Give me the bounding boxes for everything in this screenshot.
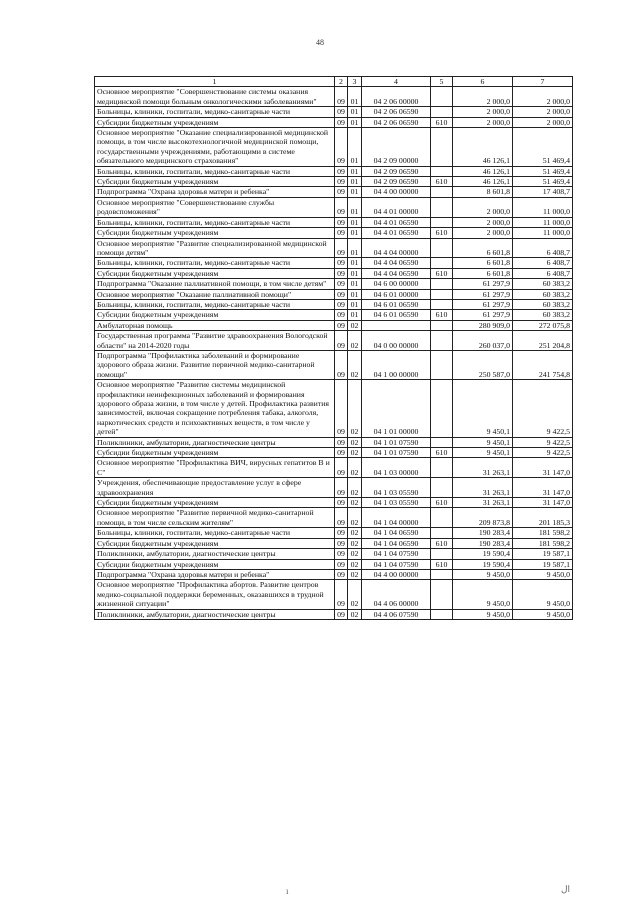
row-section: 09 — [335, 498, 348, 508]
row-expense-type — [431, 350, 453, 379]
row-target-article: 04 1 04 06590 — [362, 538, 431, 548]
row-target-article: 04 1 01 07590 — [362, 437, 431, 447]
row-amount-2: 9 422,5 — [513, 380, 573, 437]
row-section: 09 — [335, 187, 348, 197]
row-subsection: 02 — [348, 498, 362, 508]
row-target-article: 04 1 04 00000 — [362, 508, 431, 528]
row-amount-1: 260 037,0 — [453, 331, 513, 351]
row-target-article: 04 1 01 07590 — [362, 448, 431, 458]
row-expense-type — [431, 549, 453, 559]
row-amount-1: 46 126,1 — [453, 177, 513, 187]
row-expense-type — [431, 166, 453, 176]
table-row — [95, 166, 573, 176]
row-subsection: 01 — [348, 268, 362, 278]
row-section: 09 — [335, 528, 348, 538]
row-section: 09 — [335, 228, 348, 238]
table-row — [95, 279, 573, 289]
row-target-article: 04 2 06 00000 — [362, 87, 431, 107]
table-row — [95, 87, 573, 107]
row-amount-1: 209 873,8 — [453, 508, 513, 528]
row-target-article: 04 2 09 06590 — [362, 166, 431, 176]
row-name: Основное мероприятие "Совершенствование системы оказания медицинской помощи больным онкологическими заболеваниями" — [95, 87, 335, 107]
table-row — [95, 177, 573, 187]
row-name: Поликлиники, амбулатории, диагностические центры — [95, 609, 335, 619]
table-row — [95, 310, 573, 320]
row-amount-2: 201 185,3 — [513, 508, 573, 528]
row-target-article — [362, 320, 431, 330]
row-amount-1: 46 126,1 — [453, 128, 513, 167]
row-name: Поликлиники, амбулатории, диагностические центры — [95, 549, 335, 559]
row-target-article: 04 1 03 05590 — [362, 498, 431, 508]
row-amount-2: 31 147,0 — [513, 458, 573, 478]
row-subsection: 01 — [348, 310, 362, 320]
row-subsection: 01 — [348, 238, 362, 258]
row-amount-1: 9 450,1 — [453, 380, 513, 437]
row-section: 09 — [335, 350, 348, 379]
row-expense-type — [431, 289, 453, 299]
row-section: 09 — [335, 310, 348, 320]
row-section: 09 — [335, 299, 348, 309]
row-amount-1: 2 000,0 — [453, 228, 513, 238]
column-header: 1 — [95, 77, 335, 87]
row-amount-2: 181 598,2 — [513, 528, 573, 538]
table-row — [95, 217, 573, 227]
row-name: Больницы, клиники, госпитали, медико-санитарные части — [95, 217, 335, 227]
row-amount-1: 2 000,0 — [453, 87, 513, 107]
row-subsection: 02 — [348, 580, 362, 609]
row-subsection: 01 — [348, 299, 362, 309]
row-expense-type: 610 — [431, 310, 453, 320]
table-row — [95, 498, 573, 508]
row-expense-type — [431, 380, 453, 437]
row-subsection: 02 — [348, 508, 362, 528]
table-row — [95, 549, 573, 559]
column-header: 5 — [431, 77, 453, 87]
row-amount-2: 2 000,0 — [513, 87, 573, 107]
row-target-article: 04 1 04 07590 — [362, 549, 431, 559]
row-amount-2: 17 408,7 — [513, 187, 573, 197]
column-header: 6 — [453, 77, 513, 87]
row-subsection: 01 — [348, 289, 362, 299]
row-name: Подпрограмма "Охрана здоровья матери и ребенка" — [95, 187, 335, 197]
row-section: 09 — [335, 128, 348, 167]
row-name: Основное мероприятие "Развитие системы медицинской профилактики неинфекционных заболеваний и формирования здорового образа жизни, в том числе у детей. Профилактика развития зависимостей, включая сокращение потребления табака, алкоголя, наркотических средств и психоактивных веществ, в том числе у детей" — [95, 380, 335, 437]
row-subsection: 02 — [348, 528, 362, 538]
scan-mark: ı — [286, 886, 289, 896]
row-expense-type: 610 — [431, 268, 453, 278]
row-amount-2: 51 469,4 — [513, 166, 573, 176]
row-target-article: 04 4 01 06590 — [362, 217, 431, 227]
row-subsection: 01 — [348, 279, 362, 289]
row-expense-type — [431, 569, 453, 579]
table-row — [95, 299, 573, 309]
row-expense-type — [431, 238, 453, 258]
row-section: 09 — [335, 508, 348, 528]
row-amount-2: 241 754,8 — [513, 350, 573, 379]
row-section: 09 — [335, 268, 348, 278]
row-section: 09 — [335, 458, 348, 478]
row-name: Основное мероприятие "Развитие первичной медико-санитарной помощи, в том числе сельским жителям" — [95, 508, 335, 528]
scan-mark: ال — [561, 884, 571, 894]
row-name: Основное мероприятие "Оказание специализированной медицинской помощи, в том числе высокотехнологичной медицинской помощи, государственными учреждениями, работающими в системе обязательного медицинского страхования" — [95, 128, 335, 167]
row-name: Подпрограмма "Профилактика заболеваний и формирование здорового образа жизни. Развитие первичной медико-санитарной помощи" — [95, 350, 335, 379]
row-expense-type — [431, 107, 453, 117]
row-expense-type — [431, 508, 453, 528]
row-target-article: 04 4 06 07590 — [362, 609, 431, 619]
table-row — [95, 331, 573, 351]
row-name: Субсидии бюджетным учреждениям — [95, 310, 335, 320]
row-target-article: 04 6 01 06590 — [362, 310, 431, 320]
row-name: Больницы, клиники, госпитали, медико-санитарные части — [95, 166, 335, 176]
row-target-article: 04 4 00 00000 — [362, 187, 431, 197]
row-name: Субсидии бюджетным учреждениям — [95, 177, 335, 187]
row-amount-1: 280 909,0 — [453, 320, 513, 330]
row-name: Субсидии бюджетным учреждениям — [95, 228, 335, 238]
row-amount-2: 9 450,0 — [513, 609, 573, 619]
row-expense-type: 610 — [431, 228, 453, 238]
row-section: 09 — [335, 437, 348, 447]
row-amount-1: 8 601,8 — [453, 187, 513, 197]
row-target-article: 04 6 00 00000 — [362, 279, 431, 289]
row-target-article: 04 1 03 00000 — [362, 458, 431, 478]
row-section: 09 — [335, 448, 348, 458]
row-section: 09 — [335, 331, 348, 351]
row-expense-type — [431, 87, 453, 107]
row-name: Амбулаторная помощь — [95, 320, 335, 330]
row-name: Больницы, клиники, госпитали, медико-санитарные части — [95, 258, 335, 268]
row-subsection: 02 — [348, 320, 362, 330]
row-section: 09 — [335, 580, 348, 609]
row-target-article: 04 1 01 00000 — [362, 380, 431, 437]
row-subsection: 01 — [348, 128, 362, 167]
row-amount-2: 6 408,7 — [513, 268, 573, 278]
table-row — [95, 538, 573, 548]
row-section: 09 — [335, 559, 348, 569]
table-row — [95, 380, 573, 437]
row-amount-2: 51 469,4 — [513, 177, 573, 187]
table-row — [95, 258, 573, 268]
row-name: Государственная программа "Развитие здравоохранения Вологодской области" на 2014-2020 годы — [95, 331, 335, 351]
table-row — [95, 268, 573, 278]
row-subsection: 02 — [348, 478, 362, 498]
row-amount-2: 9 450,0 — [513, 580, 573, 609]
row-section: 09 — [335, 478, 348, 498]
row-amount-2: 6 408,7 — [513, 238, 573, 258]
row-subsection: 01 — [348, 228, 362, 238]
table-row — [95, 609, 573, 619]
row-section: 09 — [335, 609, 348, 619]
row-section: 09 — [335, 177, 348, 187]
row-expense-type — [431, 528, 453, 538]
row-amount-1: 2 000,0 — [453, 107, 513, 117]
table-row — [95, 350, 573, 379]
row-amount-1: 61 297,9 — [453, 289, 513, 299]
row-amount-1: 31 263,1 — [453, 478, 513, 498]
row-section: 09 — [335, 117, 348, 127]
row-section: 09 — [335, 217, 348, 227]
row-amount-2: 19 587,1 — [513, 549, 573, 559]
row-name: Субсидии бюджетным учреждениям — [95, 448, 335, 458]
row-name: Субсидии бюджетным учреждениям — [95, 559, 335, 569]
row-expense-type — [431, 458, 453, 478]
row-subsection: 01 — [348, 166, 362, 176]
row-target-article: 04 1 00 00000 — [362, 350, 431, 379]
table-row — [95, 107, 573, 117]
table-row — [95, 289, 573, 299]
table-row — [95, 478, 573, 498]
row-expense-type — [431, 331, 453, 351]
row-amount-1: 190 283,4 — [453, 538, 513, 548]
table-row — [95, 128, 573, 167]
row-subsection: 02 — [348, 331, 362, 351]
row-amount-1: 31 263,1 — [453, 498, 513, 508]
row-target-article: 04 1 03 05590 — [362, 478, 431, 498]
row-subsection: 01 — [348, 197, 362, 217]
row-expense-type — [431, 299, 453, 309]
row-section: 09 — [335, 258, 348, 268]
row-amount-1: 6 601,8 — [453, 238, 513, 258]
column-header: 2 — [335, 77, 348, 87]
row-amount-2: 9 422,5 — [513, 448, 573, 458]
row-expense-type — [431, 187, 453, 197]
row-target-article: 04 4 01 00000 — [362, 197, 431, 217]
row-section: 09 — [335, 289, 348, 299]
table-row — [95, 228, 573, 238]
row-name: Основное мероприятие "Совершенствование службы родовспоможения" — [95, 197, 335, 217]
row-target-article: 04 2 06 06590 — [362, 107, 431, 117]
row-expense-type — [431, 128, 453, 167]
row-name: Больницы, клиники, госпитали, медико-санитарные части — [95, 107, 335, 117]
row-subsection: 02 — [348, 350, 362, 379]
row-amount-1: 9 450,1 — [453, 448, 513, 458]
row-expense-type: 610 — [431, 498, 453, 508]
row-amount-1: 19 590,4 — [453, 549, 513, 559]
row-subsection: 01 — [348, 187, 362, 197]
row-subsection: 02 — [348, 458, 362, 478]
row-amount-1: 2 000,0 — [453, 117, 513, 127]
row-name: Учреждения, обеспечивающие предоставление услуг в сфере здравоохранения — [95, 478, 335, 498]
table-row — [95, 117, 573, 127]
row-target-article: 04 4 01 06590 — [362, 228, 431, 238]
row-amount-1: 6 601,8 — [453, 268, 513, 278]
row-subsection: 02 — [348, 559, 362, 569]
row-amount-2: 181 598,2 — [513, 538, 573, 548]
row-target-article: 04 2 09 06590 — [362, 177, 431, 187]
row-amount-2: 251 204,8 — [513, 331, 573, 351]
row-amount-1: 46 126,1 — [453, 166, 513, 176]
row-subsection: 02 — [348, 569, 362, 579]
row-subsection: 01 — [348, 258, 362, 268]
row-amount-2: 2 000,0 — [513, 107, 573, 117]
row-amount-1: 9 450,0 — [453, 569, 513, 579]
row-amount-1: 61 297,9 — [453, 279, 513, 289]
row-target-article: 04 2 09 00000 — [362, 128, 431, 167]
row-name: Основное мероприятие "Оказание паллиативной помощи" — [95, 289, 335, 299]
row-amount-1: 61 297,9 — [453, 299, 513, 309]
row-subsection: 01 — [348, 217, 362, 227]
row-amount-1: 2 000,0 — [453, 217, 513, 227]
row-expense-type — [431, 478, 453, 498]
row-expense-type: 610 — [431, 117, 453, 127]
row-section: 09 — [335, 279, 348, 289]
row-name: Поликлиники, амбулатории, диагностические центры — [95, 437, 335, 447]
row-subsection: 02 — [348, 448, 362, 458]
row-section: 09 — [335, 107, 348, 117]
row-expense-type — [431, 580, 453, 609]
table-row — [95, 238, 573, 258]
row-amount-1: 9 450,0 — [453, 609, 513, 619]
table-row — [95, 458, 573, 478]
row-expense-type — [431, 217, 453, 227]
row-expense-type — [431, 609, 453, 619]
row-amount-2: 19 587,1 — [513, 559, 573, 569]
row-subsection: 01 — [348, 107, 362, 117]
row-amount-2: 2 000,0 — [513, 117, 573, 127]
row-amount-1: 9 450,1 — [453, 437, 513, 447]
row-name: Субсидии бюджетным учреждениям — [95, 498, 335, 508]
table-row — [95, 187, 573, 197]
column-header: 7 — [513, 77, 573, 87]
row-expense-type — [431, 320, 453, 330]
table-body — [95, 87, 573, 620]
row-target-article: 04 6 01 00000 — [362, 289, 431, 299]
row-name: Субсидии бюджетным учреждениям — [95, 538, 335, 548]
row-name: Субсидии бюджетным учреждениям — [95, 268, 335, 278]
table-row — [95, 437, 573, 447]
row-subsection: 02 — [348, 549, 362, 559]
row-name: Основное мероприятие "Профилактика абортов. Развитие центров медико-социальной поддержки беременных, оказавшихся в трудной жизненной ситуации" — [95, 580, 335, 609]
row-section: 09 — [335, 538, 348, 548]
budget-table — [94, 76, 573, 620]
row-amount-2: 272 075,8 — [513, 320, 573, 330]
row-amount-1: 61 297,9 — [453, 310, 513, 320]
row-amount-2: 6 408,7 — [513, 258, 573, 268]
row-amount-2: 60 383,2 — [513, 310, 573, 320]
row-section: 09 — [335, 380, 348, 437]
row-section: 09 — [335, 569, 348, 579]
row-subsection: 02 — [348, 437, 362, 447]
column-header: 4 — [362, 77, 431, 87]
row-amount-2: 51 469,4 — [513, 128, 573, 167]
row-amount-1: 2 000,0 — [453, 197, 513, 217]
row-name: Основное мероприятие "Профилактика ВИЧ, вирусных гепатитов В и С" — [95, 458, 335, 478]
row-expense-type — [431, 197, 453, 217]
row-subsection: 01 — [348, 177, 362, 187]
row-section: 09 — [335, 238, 348, 258]
row-subsection: 02 — [348, 538, 362, 548]
row-target-article: 04 1 04 07590 — [362, 559, 431, 569]
row-subsection: 01 — [348, 87, 362, 107]
row-target-article: 04 6 01 06590 — [362, 299, 431, 309]
row-name: Больницы, клиники, госпитали, медико-санитарные части — [95, 528, 335, 538]
row-name: Больницы, клиники, госпитали, медико-санитарные части — [95, 299, 335, 309]
table-row — [95, 569, 573, 579]
row-name: Подпрограмма "Оказание паллиативной помощи, в том числе детям" — [95, 279, 335, 289]
row-expense-type: 610 — [431, 448, 453, 458]
row-amount-1: 31 263,1 — [453, 458, 513, 478]
row-name: Основное мероприятие "Развитие специализированной медицинской помощи детям" — [95, 238, 335, 258]
row-target-article: 04 4 04 06590 — [362, 268, 431, 278]
row-section: 09 — [335, 320, 348, 330]
row-amount-2: 31 147,0 — [513, 498, 573, 508]
row-amount-2: 11 000,0 — [513, 197, 573, 217]
row-target-article: 04 4 00 00000 — [362, 569, 431, 579]
row-amount-2: 60 383,2 — [513, 299, 573, 309]
row-amount-2: 11 000,0 — [513, 228, 573, 238]
row-name: Подпрограмма "Охрана здоровья матери и ребенка" — [95, 569, 335, 579]
row-amount-2: 60 383,2 — [513, 289, 573, 299]
row-expense-type — [431, 279, 453, 289]
table-row — [95, 320, 573, 330]
table-row — [95, 448, 573, 458]
row-amount-1: 190 283,4 — [453, 528, 513, 538]
row-amount-2: 31 147,0 — [513, 478, 573, 498]
column-header: 3 — [348, 77, 362, 87]
table-header-row — [95, 77, 573, 87]
row-expense-type: 610 — [431, 538, 453, 548]
table-row — [95, 197, 573, 217]
row-target-article: 04 4 04 06590 — [362, 258, 431, 268]
row-expense-type — [431, 258, 453, 268]
table-row — [95, 559, 573, 569]
row-amount-1: 250 587,0 — [453, 350, 513, 379]
row-subsection: 02 — [348, 609, 362, 619]
table-row — [95, 508, 573, 528]
page-number: 48 — [316, 38, 324, 47]
row-amount-2: 11 000,0 — [513, 217, 573, 227]
row-expense-type: 610 — [431, 559, 453, 569]
row-subsection: 01 — [348, 117, 362, 127]
row-target-article: 04 1 04 06590 — [362, 528, 431, 538]
row-target-article: 04 4 06 00000 — [362, 580, 431, 609]
row-section: 09 — [335, 197, 348, 217]
row-target-article: 04 4 04 00000 — [362, 238, 431, 258]
row-target-article: 04 2 06 06590 — [362, 117, 431, 127]
row-target-article: 04 0 00 00000 — [362, 331, 431, 351]
table-row — [95, 528, 573, 538]
row-amount-2: 9 422,5 — [513, 437, 573, 447]
row-amount-2: 60 383,2 — [513, 279, 573, 289]
table-row — [95, 580, 573, 609]
row-section: 09 — [335, 549, 348, 559]
row-amount-1: 6 601,8 — [453, 258, 513, 268]
row-amount-1: 9 450,0 — [453, 580, 513, 609]
row-section: 09 — [335, 166, 348, 176]
row-section: 09 — [335, 87, 348, 107]
row-expense-type — [431, 437, 453, 447]
row-name: Субсидии бюджетным учреждениям — [95, 117, 335, 127]
row-amount-1: 19 590,4 — [453, 559, 513, 569]
row-expense-type: 610 — [431, 177, 453, 187]
row-subsection: 02 — [348, 380, 362, 437]
row-amount-2: 9 450,0 — [513, 569, 573, 579]
